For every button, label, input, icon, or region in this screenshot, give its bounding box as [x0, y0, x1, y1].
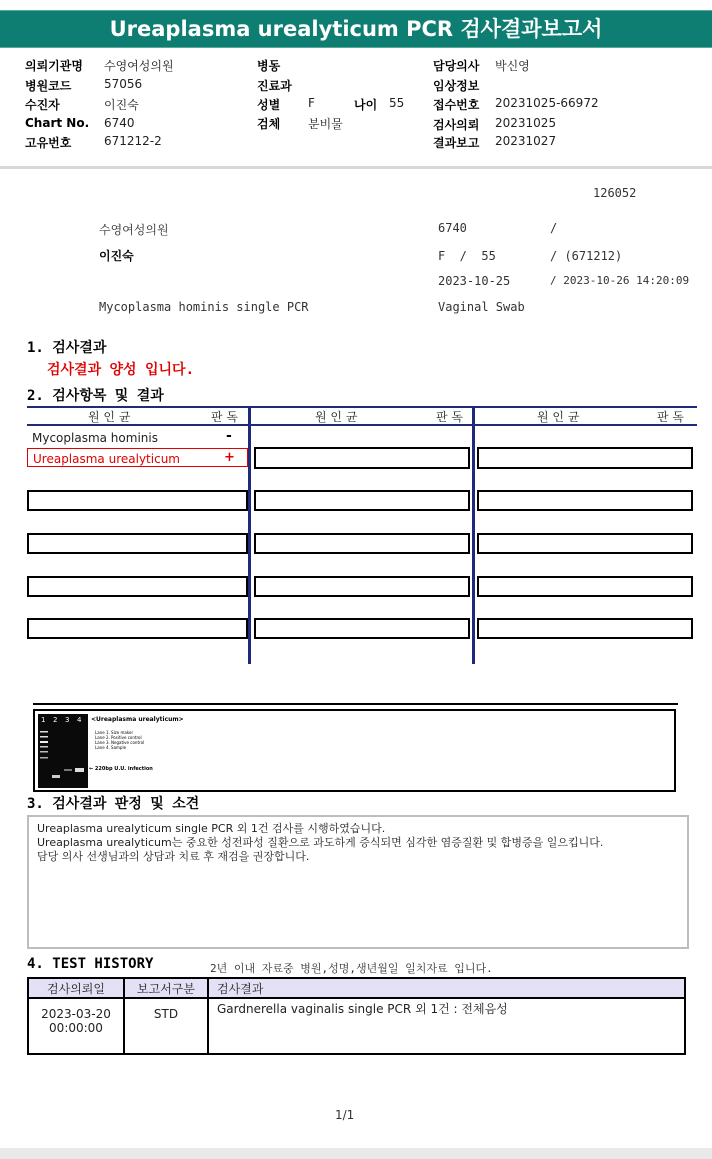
gel-legend-line: Lane 1. Size maker — [95, 730, 134, 735]
info-id: / (671212) — [550, 249, 623, 263]
label-department: 진료과 — [257, 79, 292, 93]
history-header-type: 보고서구분 — [124, 978, 208, 998]
history-note: 2년 이내 자료중 병원,성명,생년월일 일치자료 입니다. — [210, 962, 493, 975]
label-requester: 의뢰기관명 — [25, 59, 83, 73]
label-doctor: 담당의사 — [433, 59, 480, 73]
value-doctor: 박신영 — [495, 59, 530, 73]
value-chart-no: 6740 — [104, 116, 135, 130]
value-hospital-code: 57056 — [104, 77, 143, 91]
info-date-reported: / 2023-10-26 14:20:09 — [550, 274, 690, 287]
label-patient: 수진자 — [25, 98, 60, 112]
label-age: 나이 — [354, 98, 378, 112]
label-unique-no: 고유번호 — [25, 136, 72, 150]
empty-result-box — [477, 618, 693, 639]
section1-result: 검사결과 양성 입니다. — [47, 362, 195, 378]
label-receipt-no: 접수번호 — [433, 98, 480, 112]
gel-title: <Ureaplasma urealyticum> — [91, 716, 184, 723]
info-number: 126052 — [593, 186, 637, 200]
gel-image-frame — [33, 709, 676, 792]
value-report-date: 20231027 — [495, 134, 557, 148]
empty-result-box — [254, 533, 470, 554]
info-test-name: Mycoplasma hominis single PCR — [99, 300, 309, 314]
info-hospital: 수영여성의원 — [99, 223, 169, 237]
empty-result-box — [477, 576, 693, 597]
gel-lane-label: 2 — [53, 716, 58, 724]
label-specimen: 검체 — [257, 117, 281, 131]
empty-result-box — [27, 576, 248, 597]
empty-result-box — [254, 490, 470, 511]
gel-top-rule — [33, 703, 678, 705]
empty-result-box — [27, 533, 248, 554]
finding-line: Ureaplasma urealyticum는 중요한 성전파성 질환으로 과도하게 증식되면 심각한 염증질환 및 합병증을 일으킵니다. — [37, 836, 604, 849]
col3-header-result: 판 독 — [657, 410, 684, 424]
value-unique-no: 671212-2 — [104, 134, 162, 148]
empty-result-box — [254, 447, 470, 469]
label-ward: 병동 — [257, 59, 281, 73]
info-sex-age: F / 55 — [438, 249, 496, 263]
gel-legend-line: Lane 3. Negative control — [95, 740, 145, 745]
result-row-name: Mycoplasma hominis — [32, 431, 158, 445]
empty-result-box — [27, 618, 248, 639]
section4-title: 4. TEST HISTORY — [27, 956, 154, 972]
col1-header-result: 판 독 — [211, 410, 238, 424]
history-date: 2023-03-20 — [41, 1007, 111, 1021]
value-requester: 수영여성의원 — [104, 59, 174, 73]
empty-result-box — [254, 576, 470, 597]
report-title: Ureaplasma urealyticum PCR 검사결과보고서 — [0, 10, 712, 48]
gel-lane-label: 4 — [77, 716, 82, 724]
history-time: 00:00:00 — [49, 1021, 103, 1035]
info-patient: 이진숙 — [99, 249, 134, 263]
empty-result-box — [254, 618, 470, 639]
finding-line: Ureaplasma urealyticum single PCR 외 1건 검사를 시행하였습니다. — [37, 822, 386, 835]
value-patient: 이진숙 — [104, 98, 139, 112]
history-cell-date — [28, 998, 124, 1054]
result-row-value: - — [226, 428, 232, 444]
label-report-date: 결과보고 — [433, 136, 480, 150]
empty-result-box — [477, 447, 693, 469]
page-number: 1/1 — [335, 1108, 355, 1122]
label-clinical-info: 임상정보 — [433, 79, 480, 93]
gel-legend-line: Lane 4. Sample — [95, 745, 127, 750]
col2-header-result: 판 독 — [436, 410, 463, 424]
value-request-date: 20231025 — [495, 116, 557, 130]
section3-title: 3. 검사결과 판정 및 소견 — [27, 796, 200, 812]
info-chart: 6740 — [438, 221, 467, 235]
history-row — [28, 998, 685, 1054]
section1-title: 1. 검사결과 — [27, 340, 107, 356]
header-divider — [0, 166, 712, 169]
table-col-divider-2 — [472, 406, 475, 664]
label-sex: 성별 — [257, 98, 281, 112]
findings-box — [27, 815, 689, 949]
table-col-divider-1 — [248, 406, 251, 664]
value-sex: F — [308, 96, 315, 110]
history-cell-type: STD — [124, 998, 208, 1054]
col1-header-organism: 원 인 균 — [88, 410, 131, 424]
result-row-value: + — [224, 450, 235, 465]
value-receipt-no: 20231025-66972 — [495, 96, 599, 110]
history-header-date: 검사의뢰일 — [28, 978, 124, 998]
info-specimen: Vaginal Swab — [438, 300, 525, 314]
section2-title: 2. 검사항목 및 결과 — [27, 388, 164, 404]
history-cell-result: Gardnerella vaginalis single PCR 외 1건 : 전체음성 — [208, 998, 685, 1054]
label-hospital-code: 병원코드 — [25, 79, 72, 93]
col2-header-organism: 원 인 균 — [315, 410, 358, 424]
empty-result-box — [27, 490, 248, 511]
info-date-received: 2023-10-25 — [438, 274, 511, 288]
empty-result-box — [477, 490, 693, 511]
gel-legend-line: Lane 2. Positive control — [95, 735, 142, 740]
info-slash: / — [550, 221, 558, 235]
gel-electrophoresis-image — [35, 711, 674, 790]
history-header-result: 검사결과 — [208, 978, 685, 998]
value-age: 55 — [389, 96, 405, 110]
gel-lane-label: 3 — [65, 716, 70, 724]
empty-result-box — [477, 533, 693, 554]
result-row-name: Ureaplasma urealyticum — [33, 452, 180, 466]
history-table — [27, 977, 686, 1055]
col3-header-organism: 원 인 균 — [537, 410, 580, 424]
gel-lane-label: 1 — [41, 716, 46, 724]
label-chart-no: Chart No. — [25, 116, 90, 130]
value-specimen: 분비물 — [308, 117, 343, 131]
finding-line: 담당 의사 선생님과의 상담과 치료 후 재검을 권장합니다. — [37, 850, 310, 863]
gel-band-label: ← 220bp U.U. infection — [89, 766, 153, 772]
label-request-date: 검사의뢰 — [433, 118, 480, 132]
